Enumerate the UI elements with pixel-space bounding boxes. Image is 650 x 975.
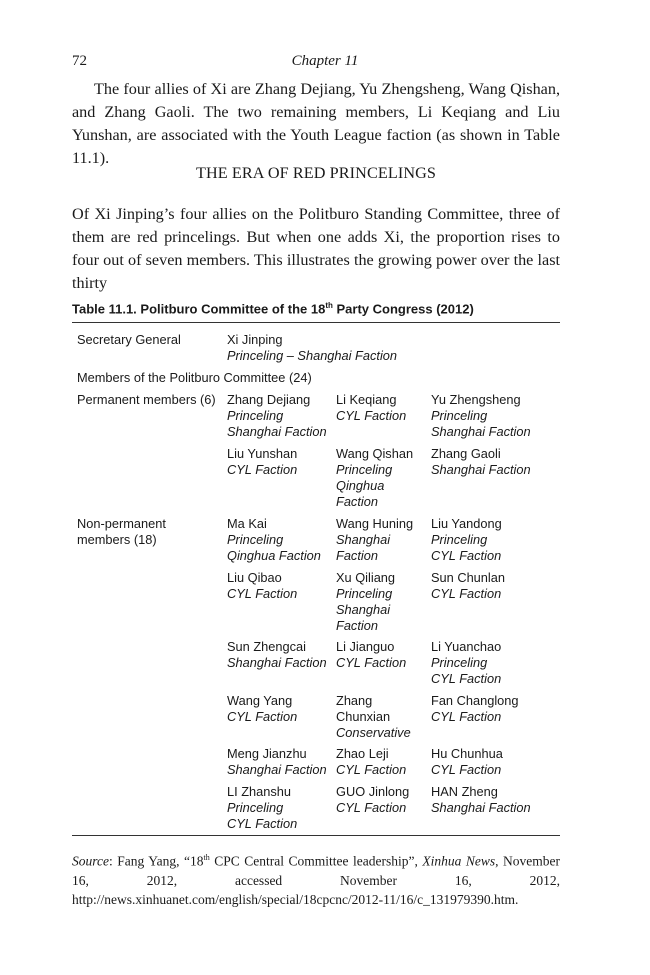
table-top-rule [72, 322, 560, 323]
member-name: Li Jianguo [336, 639, 395, 654]
member-tag: CYL Faction [227, 586, 298, 601]
member-name: Liu Yunshan [227, 446, 298, 461]
member-cell [336, 392, 406, 424]
member-name: HAN Zheng [431, 784, 498, 799]
member-tag: Shanghai Faction [431, 424, 531, 439]
label-permanent: Permanent members (6) [77, 392, 216, 407]
member-cell [336, 693, 411, 741]
member-tag: Shanghai Faction [227, 424, 327, 439]
member-cell [227, 332, 397, 364]
member-tag: Faction [336, 548, 378, 563]
member-cell [336, 570, 395, 634]
member-cell [336, 639, 406, 671]
member-cell [431, 784, 531, 816]
member-name: Hu Chunhua [431, 746, 503, 761]
member-tag: Qinghua Faction [227, 548, 321, 563]
member-tag: Princeling [227, 800, 284, 815]
member-cell [431, 693, 519, 725]
member-name: Xu Qiliang [336, 570, 396, 585]
member-name: Zhao Leji [336, 746, 389, 761]
member-cell [227, 446, 297, 478]
member-tag: CYL Faction [227, 816, 298, 831]
member-tag: Princeling [431, 655, 488, 670]
member-name: Wang Qishan [336, 446, 414, 461]
member-cell [431, 516, 502, 564]
member-name: Yu Zhengsheng [431, 392, 521, 407]
page-number: 72 [72, 53, 87, 69]
member-tag: CYL Faction [336, 655, 407, 670]
member-tag: CYL Faction [431, 548, 502, 563]
member-cell [431, 746, 503, 778]
member-cell [336, 746, 406, 778]
member-cell [227, 570, 297, 602]
member-name: Fan Changlong [431, 693, 519, 708]
member-cell [336, 784, 409, 816]
table-caption-sup: th [325, 301, 333, 310]
member-tag: Shanghai Faction [431, 462, 531, 477]
table-source-note [72, 848, 560, 909]
member-tag: Conservative [336, 725, 411, 740]
source-text: CPC Central Committee leadership”, [209, 853, 423, 869]
member-tag: Shanghai Faction [227, 655, 327, 670]
member-name: Zhang Gaoli [431, 446, 501, 461]
member-name: Ma Kai [227, 516, 267, 531]
member-cell [227, 693, 297, 725]
running-head-chapter: Chapter 11 [291, 53, 359, 69]
member-cell [431, 570, 505, 602]
member-tag: Princeling [336, 586, 393, 601]
table-caption-suffix: Party Congress (2012) [332, 301, 474, 317]
member-tag: CYL Faction [431, 709, 502, 724]
member-name: LI Zhanshu [227, 784, 292, 799]
label-nonpermanent-line1: Non-permanent [77, 516, 166, 531]
member-name: Liu Yandong [431, 516, 502, 531]
member-tag: Shanghai [336, 532, 391, 547]
member-tag: CYL Faction [227, 462, 298, 477]
member-tag: Princeling [336, 462, 393, 477]
member-name: Wang Huning [336, 516, 414, 531]
table-bottom-rule [72, 835, 560, 836]
member-cell [227, 639, 327, 671]
member-name: GUO Jinlong [336, 784, 410, 799]
member-tag: CYL Faction [431, 586, 502, 601]
member-name: Liu Qibao [227, 570, 282, 585]
source-text: : Fang Yang, “18 [109, 853, 204, 869]
member-name: Li Yuanchao [431, 639, 502, 654]
member-tag: CYL Faction [227, 709, 298, 724]
member-cell [336, 446, 413, 510]
body-paragraph-1: The four allies of Xi are Zhang Dejiang, Yu Zhengsheng, Wang Qishan, and Zhang Gaoli. The two remaining members, Li Keqiang and Liu Yunshan, are associated with the Youth League faction (as shown in Table 11.1). [72, 80, 560, 167]
label-nonpermanent [77, 516, 166, 548]
member-name-line2: Chunxian [336, 709, 391, 724]
member-name: Sun Zhengcai [227, 639, 306, 654]
member-cell [227, 392, 327, 440]
table-caption-prefix: Table 11.1. Politburo Committee of the 18 [72, 301, 326, 317]
member-cell [431, 639, 501, 687]
member-tag: Faction [336, 618, 378, 633]
source-sup: th [203, 853, 210, 862]
member-tag: Princeling [431, 532, 488, 547]
member-name: Meng Jianzhu [227, 746, 307, 761]
member-tag: CYL Faction [431, 671, 502, 686]
member-cell [336, 516, 413, 564]
member-tag: Princeling [431, 408, 488, 423]
member-cell [227, 516, 321, 564]
section-heading: THE ERA OF RED PRINCELINGS [195, 164, 437, 182]
member-tag: CYL Faction [336, 408, 407, 423]
member-cell [227, 784, 297, 832]
member-tag: CYL Faction [336, 762, 407, 777]
member-tag: CYL Faction [431, 762, 502, 777]
member-name: Li Keqiang [336, 392, 397, 407]
member-name: Zhang Dejiang [227, 392, 311, 407]
label-members: Members of the Politburo Committee (24) [77, 370, 312, 385]
source-text: , November 16, 2012, accessed November 16, 2012, http://news.xinhuanet.com/english/special/18cpcnc/2012-11/16/c_131979390.htm. [72, 853, 560, 907]
member-tag: CYL Faction [336, 800, 407, 815]
source-publication: Xinhua News [422, 853, 496, 869]
label-secretary-general: Secretary General [77, 332, 181, 347]
member-cell [431, 392, 531, 440]
member-name: Wang Yang [227, 693, 293, 708]
member-tag: Faction [336, 494, 378, 509]
body-paragraph-2: Of Xi Jinping’s four allies on the Politburo Standing Committee, three of them are red princelings. But when one adds Xi, the proportion rises to four out of seven members. This illustrates the growing power over the last thirty [72, 205, 560, 292]
member-name: Xi Jinping [227, 332, 283, 347]
member-tag: Princeling [227, 532, 284, 547]
member-tag: Shanghai Faction [227, 762, 327, 777]
member-cell [431, 446, 531, 478]
label-nonpermanent-line2: members (18) [77, 532, 157, 547]
member-tag: Qinghua [336, 478, 385, 493]
member-tag: Princeling [227, 408, 284, 423]
member-tag: Shanghai [336, 602, 391, 617]
member-cell [227, 746, 327, 778]
source-label: Source [72, 853, 109, 869]
member-name: Zhang [336, 693, 373, 708]
table-caption [72, 301, 474, 316]
member-tag: Shanghai Faction [431, 800, 531, 815]
member-name: Sun Chunlan [431, 570, 505, 585]
member-tag: Princeling – Shanghai Faction [227, 348, 398, 363]
